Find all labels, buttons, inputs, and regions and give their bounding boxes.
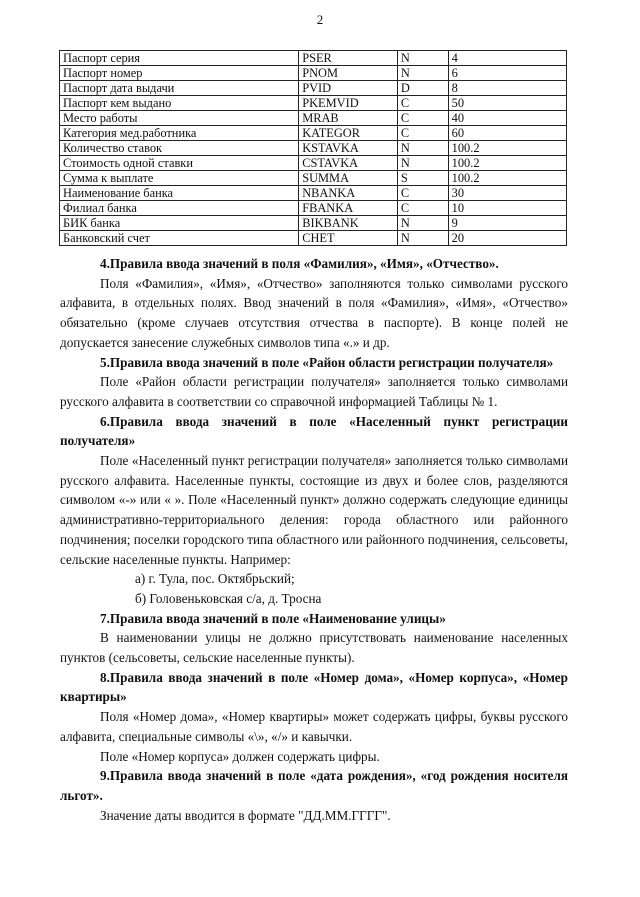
section-5-body: Поле «Район области регистрации получателя» заполняется только символами русского алфавита в соответствии со справочной информацией Таблицы № 1. xyxy=(60,374,568,409)
table-row xyxy=(60,171,567,186)
field-type-cell: C xyxy=(397,201,448,216)
field-code-cell: PKEMVID xyxy=(299,96,398,111)
field-length-cell: 6 xyxy=(448,66,566,81)
table-row xyxy=(60,126,567,141)
field-length-cell: 8 xyxy=(448,81,566,96)
field-description-cell: Филиал банка xyxy=(60,201,299,216)
field-code-cell: SUMMA xyxy=(299,171,398,186)
field-code-cell: KSTAVKA xyxy=(299,141,398,156)
field-description-cell: Паспорт серия xyxy=(60,51,299,66)
page-number: 2 xyxy=(316,12,324,27)
section-6-body: Поле «Населенный пункт регистрации получателя» заполняется только символами русского алфавита. Населенные пункты, состоящие из двух и более слов, разделяются символом «-» или « ». Поле «Населенный пункт» должно содержать следующие единицы административно-территориального деления: города областного или районного подчинения; поселки городского типа областного или районного подчинения, сельсоветы, сельские населенные пункты. Например: xyxy=(60,453,568,567)
section-8-body-1: Поля «Номер дома», «Номер квартиры» может содержать цифры, буквы русского алфавита, специальные символы «\», «/» и кавычки. xyxy=(60,709,568,744)
field-description-cell: Категория мед.работника xyxy=(60,126,299,141)
field-code-cell: PSER xyxy=(299,51,398,66)
field-description-cell: Паспорт кем выдано xyxy=(60,96,299,111)
field-description-cell: Сумма к выплате xyxy=(60,171,299,186)
field-type-cell: C xyxy=(397,111,448,126)
section-8-heading: 8.Правила ввода значений в поле «Номер дома», «Номер корпуса», «Номер квартиры» xyxy=(60,669,568,705)
field-description-cell: Банковский счет xyxy=(60,231,299,246)
table-row xyxy=(60,51,567,66)
field-code-cell: NBANKA xyxy=(299,186,398,201)
field-description-cell: Место работы xyxy=(60,111,299,126)
field-type-cell: C xyxy=(397,126,448,141)
field-code-cell: PNOM xyxy=(299,66,398,81)
table-row xyxy=(60,141,567,156)
table-row xyxy=(60,201,567,216)
table-row xyxy=(60,111,567,126)
document-body xyxy=(60,254,568,825)
section-4-body: Поля «Фамилия», «Имя», «Отчество» заполняются только символами русского алфавита, в отдельных полях. Ввод значений в поля «Фамилия», «Имя», «Отчество» обязательно (кроме случаев отсутствия отчества в паспорте). В конце полей не допускается занесение служебных символов типа «.» и др. xyxy=(60,275,568,350)
field-type-cell: N xyxy=(397,66,448,81)
field-description-cell: Наименование банка xyxy=(60,186,299,201)
field-definitions-table xyxy=(59,50,567,246)
field-description-cell: Паспорт дата выдачи xyxy=(60,81,299,96)
field-length-cell: 9 xyxy=(448,216,566,231)
section-7-heading: 7.Правила ввода значений в поле «Наименование улицы» xyxy=(100,610,446,626)
table-row xyxy=(60,216,567,231)
field-code-cell: KATEGOR xyxy=(299,126,398,141)
example-item-a: а) г. Тула, пос. Октябрьский; xyxy=(135,571,295,587)
field-length-cell: 40 xyxy=(448,111,566,126)
section-8-body-2: Поле «Номер корпуса» должен содержать цифры. xyxy=(100,748,380,764)
field-code-cell: BIKBANK xyxy=(299,216,398,231)
field-length-cell: 50 xyxy=(448,96,566,111)
field-code-cell: CHET xyxy=(299,231,398,246)
field-description-cell: Количество ставок xyxy=(60,141,299,156)
field-code-cell: MRAB xyxy=(299,111,398,126)
section-4-heading: 4.Правила ввода значений в поля «Фамилия», «Имя», «Отчество». xyxy=(100,256,499,271)
example-item-b: б) Головеньковская с/а, д. Тросна xyxy=(135,590,322,606)
field-length-cell: 60 xyxy=(448,126,566,141)
field-description-cell: Паспорт номер xyxy=(60,66,299,81)
field-length-cell: 30 xyxy=(448,186,566,201)
table-row xyxy=(60,66,567,81)
table-body xyxy=(60,51,567,246)
section-9-body: Значение даты вводится в формате "ДД.ММ.ГГГГ". xyxy=(100,807,391,823)
field-length-cell: 100.2 xyxy=(448,171,566,186)
field-type-cell: N xyxy=(397,156,448,171)
section-5-heading: 5.Правила ввода значений в поле «Район области регистрации получателя» xyxy=(100,354,554,370)
field-type-cell: C xyxy=(397,96,448,111)
table-row xyxy=(60,186,567,201)
field-type-cell: S xyxy=(397,171,448,186)
field-type-cell: C xyxy=(397,186,448,201)
table-row xyxy=(60,96,567,111)
section-7-body: В наименовании улицы не должно присутствовать наименование населенных пунктов (сельсоветы, сельские населенные пункты). xyxy=(60,630,568,666)
field-code-cell: CSTAVKA xyxy=(299,156,398,171)
table-row xyxy=(60,81,567,96)
field-type-cell: N xyxy=(397,231,448,246)
field-code-cell: PVID xyxy=(299,81,398,96)
field-length-cell: 20 xyxy=(448,231,566,246)
field-description-cell: Стоимость одной ставки xyxy=(60,156,299,171)
table-row xyxy=(60,231,567,246)
field-type-cell: D xyxy=(397,81,448,96)
field-length-cell: 10 xyxy=(448,201,566,216)
field-length-cell: 4 xyxy=(448,51,566,66)
field-code-cell: FBANKA xyxy=(299,201,398,216)
table-row xyxy=(60,156,567,171)
field-length-cell: 100.2 xyxy=(448,141,566,156)
field-type-cell: N xyxy=(397,51,448,66)
field-length-cell: 100.2 xyxy=(448,156,566,171)
field-description-cell: БИК банка xyxy=(60,216,299,231)
field-type-cell: N xyxy=(397,216,448,231)
section-6-heading: 6.Правила ввода значений в поле «Населенный пункт регистрации получателя» xyxy=(60,413,568,449)
field-type-cell: N xyxy=(397,141,448,156)
section-9-heading: 9.Правила ввода значений в поле «дата рождения», «год рождения носителя льгот». xyxy=(60,768,568,803)
